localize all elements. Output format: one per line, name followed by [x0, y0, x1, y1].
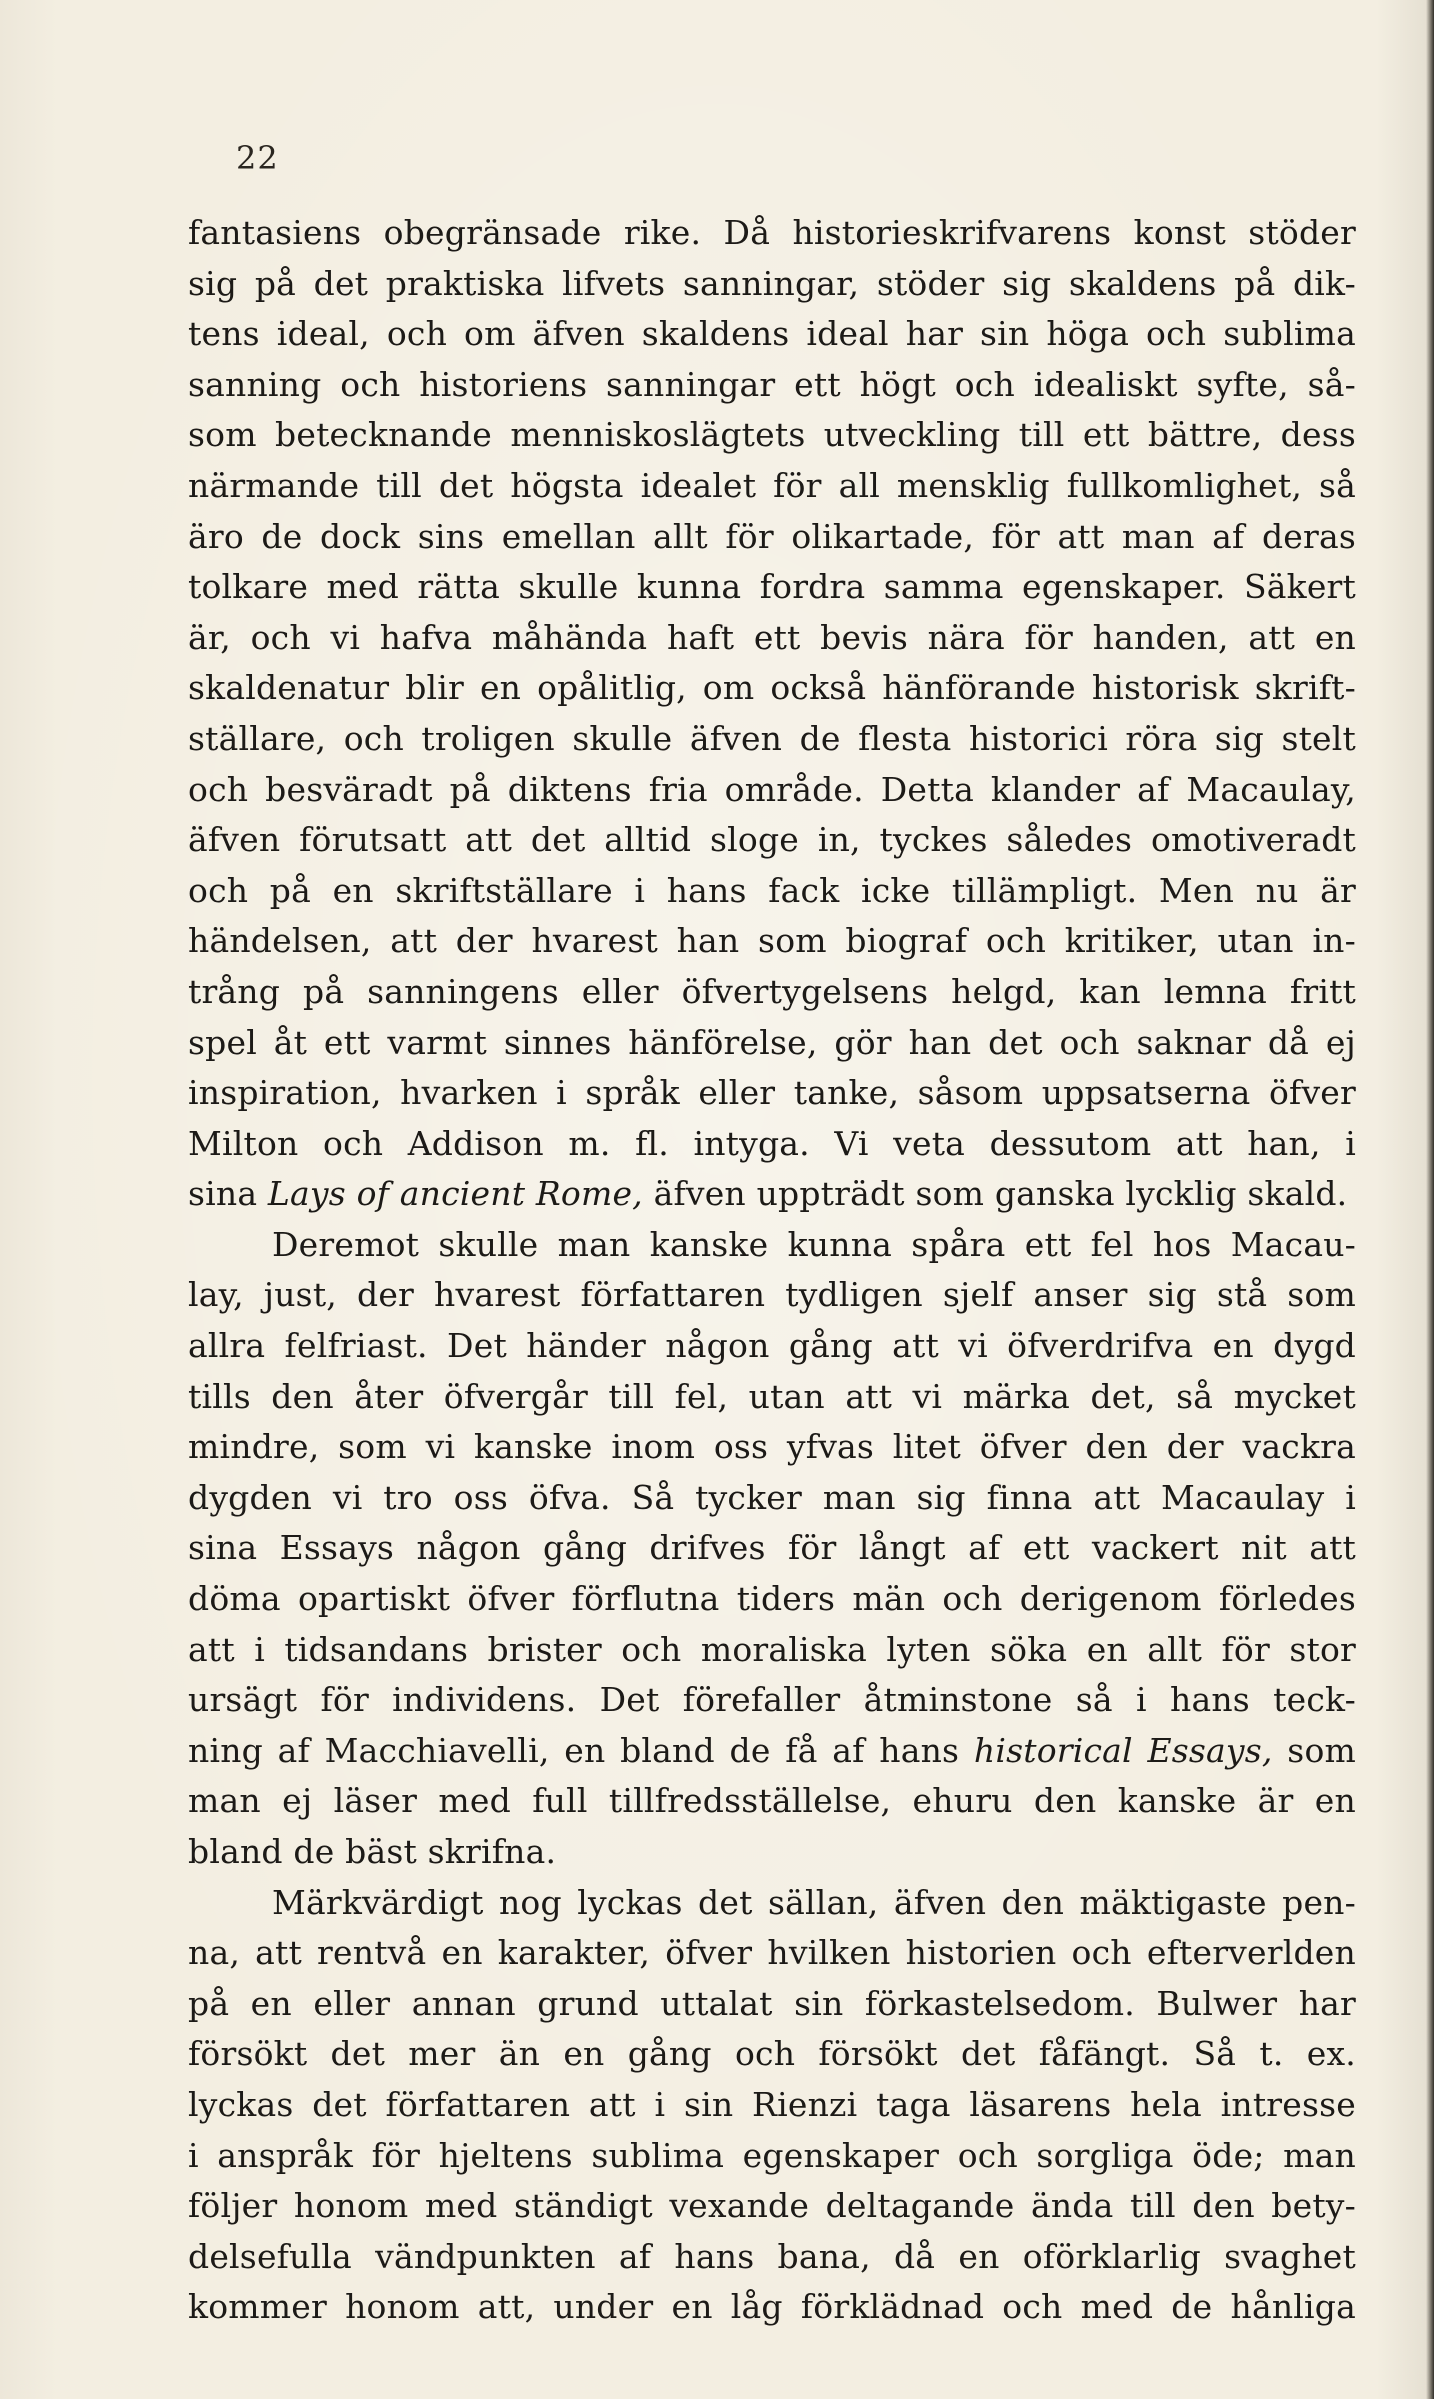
text-line	[188, 259, 1356, 310]
text-line	[188, 663, 1356, 714]
text-segment: trång på sanningens eller öfvertygelsens helgd, kan lemna fritt	[188, 971, 1356, 1011]
text-line	[188, 2282, 1356, 2333]
text-segment: ursägt för individens. Det förefaller åtminstone så i hans teck-	[188, 1680, 1356, 1720]
text-line	[188, 613, 1356, 664]
text-segment: tolkare med rätta skulle kunna fordra samma egenskaper. Säkert	[188, 567, 1356, 607]
text-line	[188, 765, 1356, 816]
text-segment: dygden vi tro oss öfva. Så tycker man sig finna att Macaulay i	[188, 1477, 1356, 1517]
text-segment: sina Essays någon gång drifves för långt af ett vackert nit att	[188, 1528, 1356, 1568]
text-line	[188, 1878, 1356, 1929]
page-edge-shadow	[1426, 0, 1434, 2399]
text-line	[188, 512, 1356, 563]
text-line	[188, 916, 1356, 967]
text-segment: döma opartiskt öfver förflutna tiders män och derigenom förledes	[188, 1579, 1356, 1619]
text-line	[188, 360, 1356, 411]
text-segment: äfven uppträdt som ganska lycklig skald.	[642, 1174, 1348, 1214]
text-segment: man ej läser med full tillfredsställelse, ehuru den kanske är en	[188, 1781, 1356, 1821]
text-line	[188, 309, 1356, 360]
text-segment: i anspråk för hjeltens sublima egenskaper och sorgliga öde; man	[188, 2135, 1356, 2175]
text-segment: ning af Macchiavelli, en bland de få af hans	[188, 1730, 974, 1770]
text-line	[188, 1625, 1356, 1676]
text-line	[188, 967, 1356, 1018]
text-segment: sig på det praktiska lifvets sanningar, stöder sig skaldens på dik-	[188, 263, 1356, 303]
text-line	[188, 208, 1356, 259]
text-segment: är, och vi hafva måhända haft ett bevis nära för handen, att en	[188, 617, 1356, 657]
text-segment: bland de bäst skrifna.	[188, 1832, 557, 1871]
page-number: 22	[236, 139, 279, 177]
text-segment: på en eller annan grund uttalat sin förkastelsedom. Bulwer har	[188, 1983, 1356, 2023]
text-segment: na, att rentvå en karakter, öfver hvilken historien och efterverlden	[188, 1933, 1356, 1973]
text-segment: mindre, som vi kanske inom oss yfvas litet öfver den der vackra	[188, 1427, 1356, 1467]
text-segment: äro de dock sins emellan allt för olikartade, för att man af deras	[188, 516, 1356, 556]
text-segment: Milton och Addison m. fl. intyga. Vi veta dessutom att han, i	[188, 1123, 1356, 1163]
text-line	[188, 1979, 1356, 2030]
text-segment: lay, just, der hvarest författaren tydligen sjelf anser sig stå som	[188, 1275, 1356, 1315]
text-segment: fantasiens obegränsade rike. Då historieskrifvarens konst stöder	[188, 213, 1356, 252]
text-segment: närmande till det högsta idealet för all mensklig fullkomlighet, så	[188, 465, 1356, 505]
text-line	[188, 1270, 1356, 1321]
text-segment: sina	[188, 1174, 268, 1214]
text-line	[188, 1523, 1356, 1574]
italic-title: historical Essays,	[973, 1730, 1273, 1770]
text-line	[188, 2131, 1356, 2182]
text-segment: inspiration, hvarken i språk eller tanke, såsom uppsatserna öfver	[188, 1073, 1356, 1113]
text-segment: allra felfriast. Det händer någon gång att vi öfverdrifva en dygd	[188, 1326, 1356, 1366]
text-segment: spel åt ett varmt sinnes hänförelse, gör han det och saknar då ej	[188, 1022, 1356, 1062]
text-segment: händelsen, att der hvarest han som biograf och kritiker, utan in-	[188, 921, 1356, 961]
text-line	[188, 2080, 1356, 2131]
text-segment: försökt det mer än en gång och försökt det fåfängt. Så t. ex.	[188, 2034, 1356, 2074]
text-segment: sanning och historiens sanningar ett högt och idealiskt syfte, så-	[188, 364, 1356, 404]
text-line	[188, 1169, 1356, 1220]
text-segment: som	[1272, 1730, 1357, 1770]
text-line	[188, 1473, 1356, 1524]
text-line	[188, 1018, 1356, 1069]
text-segment: delsefulla vändpunkten af hans bana, då en oförklarlig svaghet	[188, 2236, 1356, 2276]
text-line	[188, 2029, 1356, 2080]
text-line	[188, 1068, 1356, 1119]
text-segment: tens ideal, och om äfven skaldens ideal har sin höga och sublima	[188, 314, 1356, 354]
text-line	[188, 2181, 1356, 2232]
text-line	[188, 1372, 1356, 1423]
text-line	[188, 1776, 1356, 1827]
text-line	[188, 866, 1356, 917]
text-line	[188, 461, 1356, 512]
text-line	[188, 1119, 1356, 1170]
text-line	[188, 1321, 1356, 1372]
text-line	[188, 815, 1356, 866]
text-segment: Deremot skulle man kanske kunna spåra ett fel hos Macau-	[272, 1224, 1356, 1264]
text-line	[188, 1675, 1356, 1726]
text-segment: lyckas det författaren att i sin Rienzi taga läsarens hela intresse	[188, 2084, 1356, 2124]
text-line	[188, 1574, 1356, 1625]
text-line	[188, 1827, 1356, 1878]
text-line	[188, 562, 1356, 613]
body-text	[188, 208, 1356, 2333]
text-line	[188, 1726, 1356, 1777]
text-segment: följer honom med ständigt vexande deltagande ända till den bety-	[188, 2186, 1356, 2226]
text-segment: Märkvärdigt nog lyckas det sällan, äfven den mäktigaste pen-	[272, 1882, 1356, 1922]
text-segment: som betecknande menniskoslägtets utveckling till ett bättre, dess	[188, 415, 1356, 455]
text-line	[188, 1220, 1356, 1271]
italic-title: Lays of ancient Rome,	[267, 1174, 643, 1214]
text-segment: ställare, och troligen skulle äfven de flesta historici röra sig stelt	[188, 718, 1356, 758]
text-segment: och på en skriftställare i hans fack icke tillämpligt. Men nu är	[188, 870, 1356, 910]
text-line	[188, 1928, 1356, 1979]
text-line	[188, 2232, 1356, 2283]
text-segment: kommer honom att, under en låg förklädnad och med de hånliga	[188, 2287, 1356, 2327]
text-segment: skaldenatur blir en opålitlig, om också hänförande historisk skrift-	[188, 668, 1356, 708]
text-line	[188, 1422, 1356, 1473]
text-line	[188, 714, 1356, 765]
text-segment: och besväradt på diktens fria område. Detta klander af Macaulay,	[188, 769, 1356, 809]
text-segment: att i tidsandans brister och moraliska lyten söka en allt för stor	[188, 1629, 1356, 1669]
text-line	[188, 410, 1356, 461]
text-segment: tills den åter öfvergår till fel, utan att vi märka det, så mycket	[188, 1376, 1356, 1416]
text-segment: äfven förutsatt att det alltid sloge in, tyckes således omotiveradt	[188, 820, 1356, 860]
